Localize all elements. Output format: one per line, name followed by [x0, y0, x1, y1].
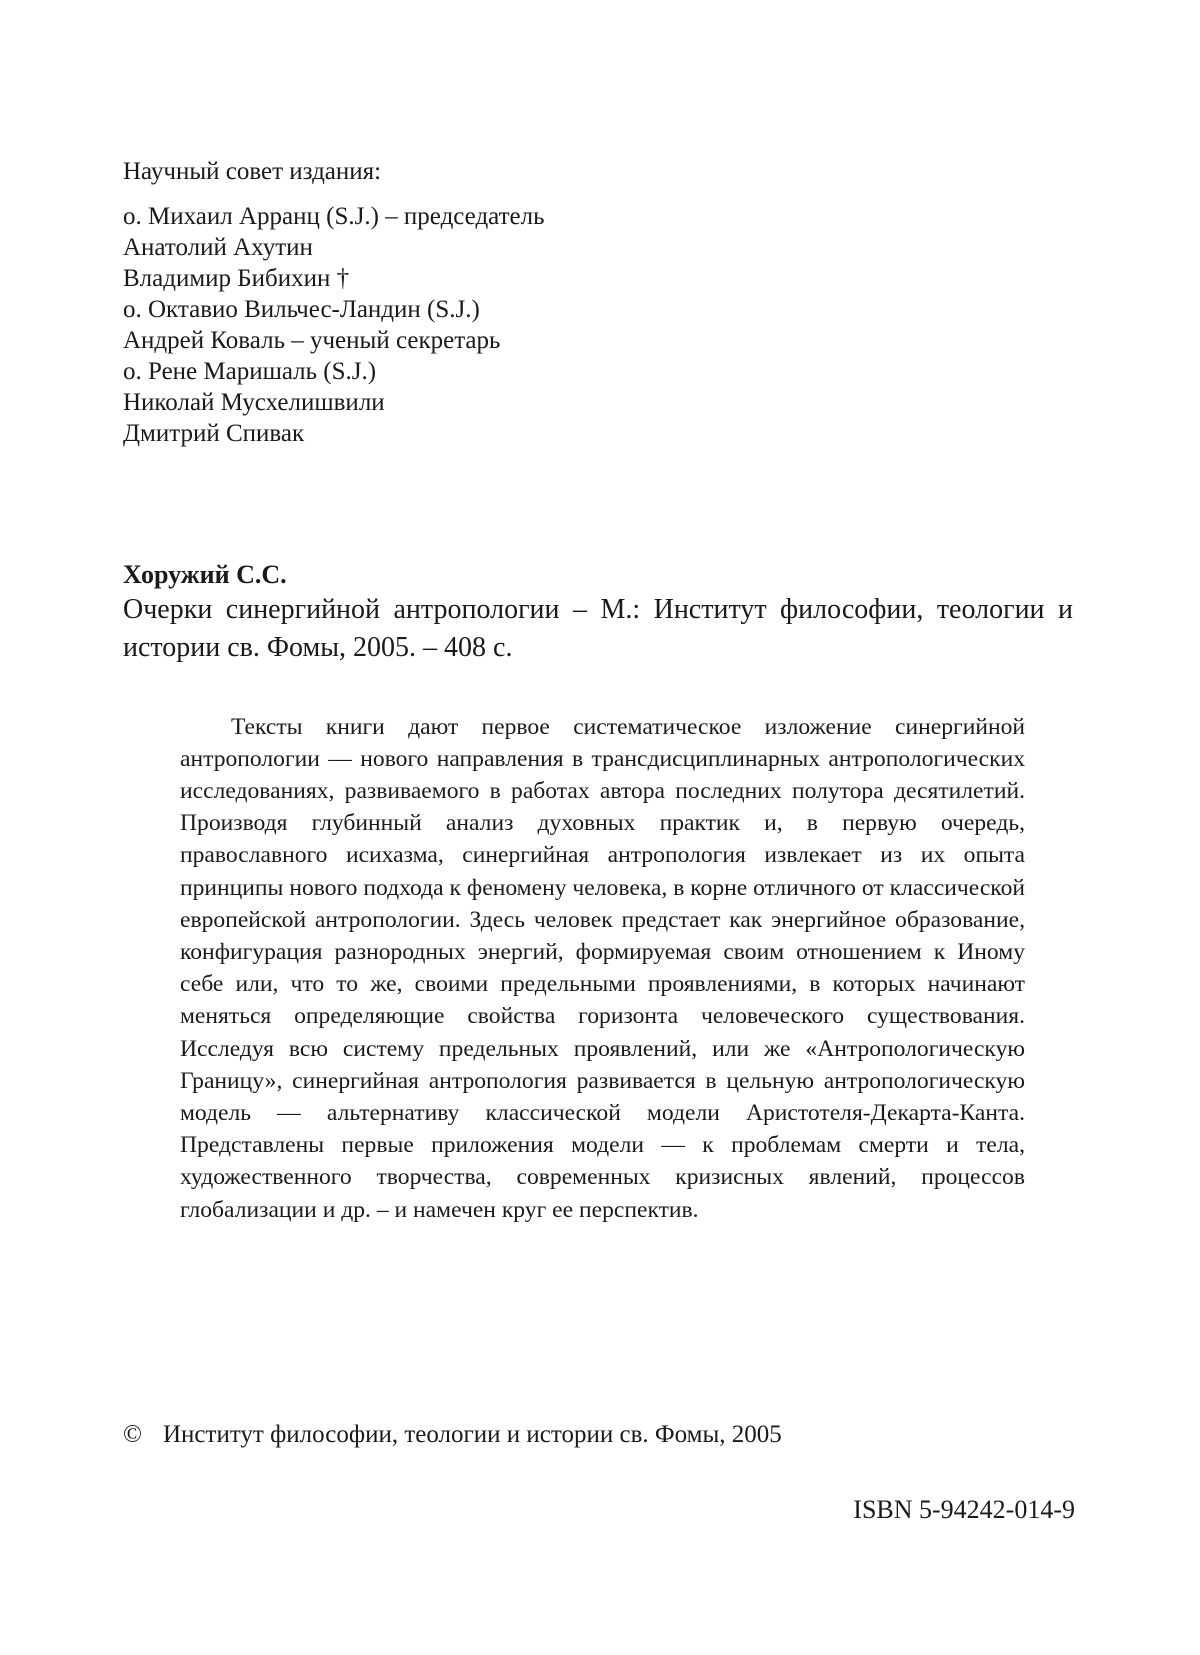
board-member: Андрей Коваль – ученый секретарь [123, 327, 501, 354]
board-member: о. Михаил Арранц (S.J.) – председатель [123, 203, 545, 230]
book-abstract: Тексты книги дают первое систематическое изложение синергийной антропологии — нового направления в трансдисциплинарных антропологических исследованиях, развиваемого в работах автора последних полутора десятилетий. Производя глубинный анализ духовных практик и, в первую очередь, православного исихазма, синергийная антропология извлекает из их опыта принципы нового подхода к феномену человека, в корне отличного от классической европейской антропологии. Здесь человек предстает как энергийное образование, конфигурация разнородных энергий, формируемая своим отношением к Иному себе или, что то же, своими предельными проявлениями, в которых начинают меняться определяющие свойства горизонта человеческого существования. Исследуя всю систему предельных проявлений, или же «Антропологическую Границу», синергийная антропология развивается в цельную антропологическую модель — альтернативу классической модели Аристотеля-Декарта-Канта. Представлены первые приложения модели — к проблемам смерти и тела, художественного творчества, современных кризисных явлений, процессов глобализации и др. – и намечен круг ее перспектив. [180, 713, 1025, 1223]
editorial-board-list [123, 201, 823, 449]
board-member: Владимир Бибихин † [123, 265, 350, 292]
copyright-symbol: © [123, 1421, 142, 1448]
bibliographic-record [123, 558, 1073, 667]
board-member: Анатолий Ахутин [123, 234, 313, 261]
copyright-notice [123, 1419, 782, 1450]
copyright-text: Институт философии, теологии и истории св. Фомы, 2005 [163, 1421, 782, 1448]
board-member: Николай Мусхелишвили [123, 389, 385, 416]
author-name: Хоружий С.С. [123, 560, 287, 589]
isbn: ISBN 5-94242-014-9 [853, 1495, 1075, 1524]
editorial-board-heading: Научный совет издания: [123, 158, 382, 185]
citation: Очерки синергийной антропологии – М.: Институт философии, теологии и истории св. Фомы, 2005. – 408 с. [123, 594, 1073, 663]
board-member: Дмитрий Спивак [123, 420, 305, 447]
board-member: о. Рене Маришаль (S.J.) [123, 358, 377, 385]
editorial-board [123, 156, 823, 449]
board-member: о. Октавио Вильчес-Ландин (S.J.) [123, 296, 480, 323]
